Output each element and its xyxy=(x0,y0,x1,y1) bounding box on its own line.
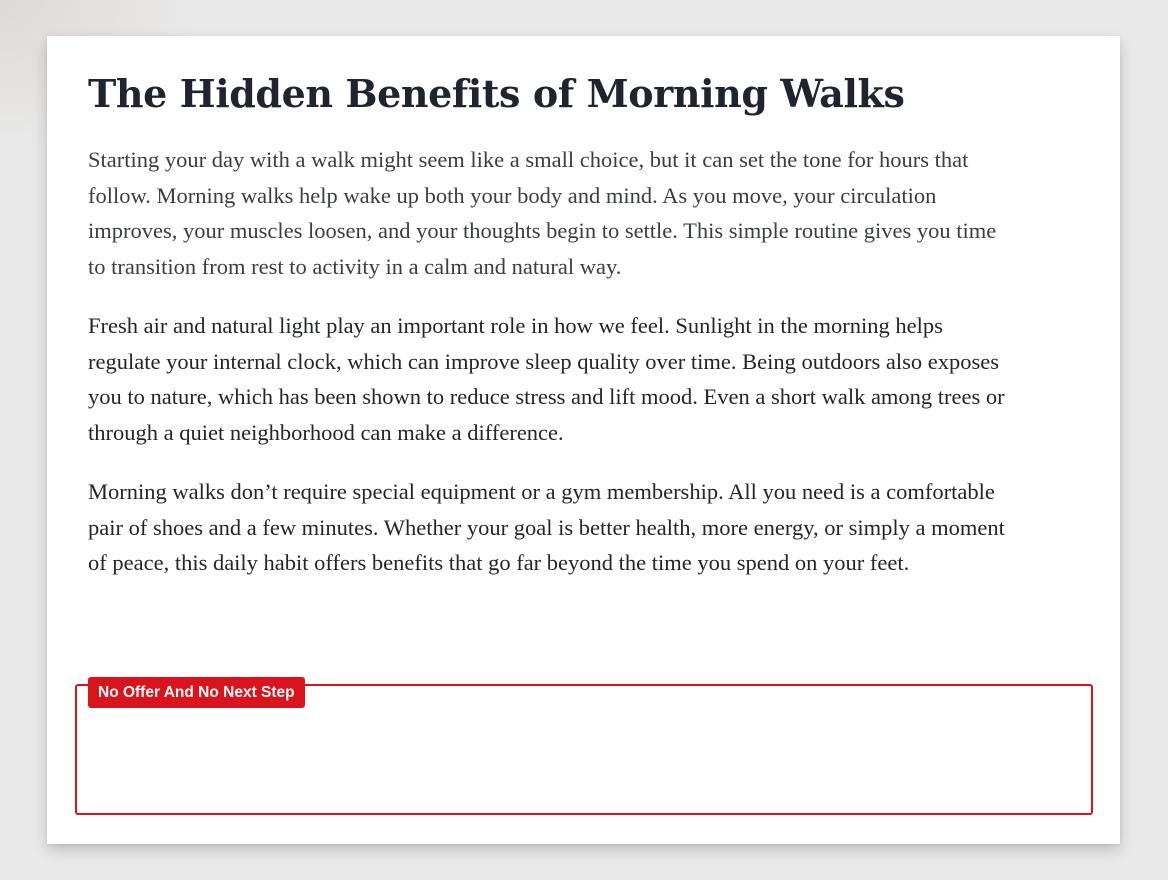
article-body xyxy=(88,142,1018,605)
paragraph-fresh-air: Fresh air and natural light play an important role in how we feel. Sunlight in the morning helps regulate your internal clock, which can improve sleep quality over time. Being outdoors also exposes you to nature, which has been shown to reduce stress and lift mood. Even a short walk among trees or through a quiet neighborhood can make a difference. xyxy=(88,313,1005,445)
paragraph-equipment: Morning walks don’t require special equipment or a gym membership. All you need is a comfortable pair of shoes and a few minutes. Whether your goal is better health, more energy, or simply a moment of peace, this daily habit offers benefits that go far beyond the time you spend on your feet. xyxy=(88,479,1005,575)
document-page xyxy=(47,36,1120,844)
article-title: The Hidden Benefits of Morning Walks xyxy=(88,71,905,116)
annotation-box xyxy=(75,684,1093,815)
annotation-label: No Offer And No Next Step xyxy=(88,677,305,708)
paragraph-intro: Starting your day with a walk might seem like a small choice, but it can set the tone for hours that follow. Morning walks help wake up both your body and mind. As you move, your circulation improves, your muscles loosen, and your thoughts begin to settle. This simple routine gives you time to transition from rest to activity in a calm and natural way. xyxy=(88,147,997,279)
